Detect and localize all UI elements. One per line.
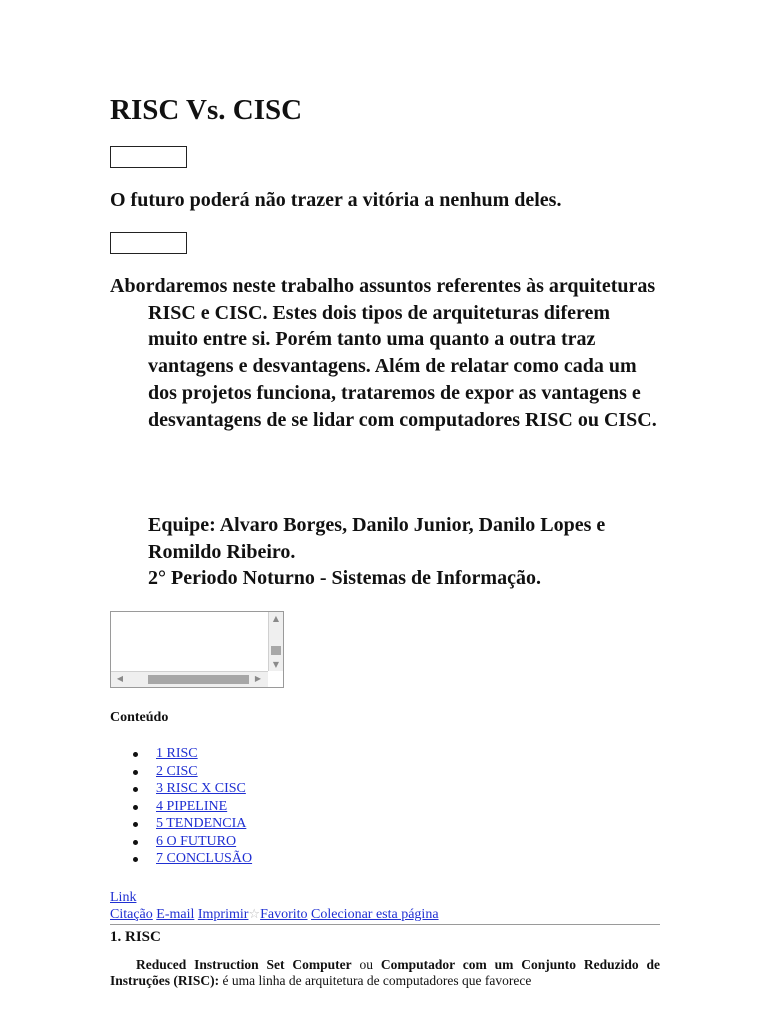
team-info <box>148 512 660 592</box>
citation-link[interactable]: Citação <box>110 907 153 922</box>
toc-link-conclusao[interactable]: 7 CONCLUSÃO <box>156 851 253 866</box>
toc-link-pipeline[interactable]: 4 PIPELINE <box>156 798 228 814</box>
document-subtitle: O futuro poderá não trazer a vitória a nenhum deles. <box>110 189 562 211</box>
vertical-scrollbar[interactable] <box>268 612 283 672</box>
toc-item <box>130 798 252 816</box>
toc-item <box>130 850 252 868</box>
toc-link-o-futuro[interactable]: 6 O FUTURO <box>156 833 237 849</box>
toc-item <box>130 763 252 781</box>
document-title: RISC Vs. CISC <box>110 94 303 126</box>
toc-link-cisc[interactable]: 2 CISC <box>156 763 198 779</box>
toc-link-tendencia[interactable]: 5 TENDENCIA <box>156 816 247 831</box>
page-actions <box>110 906 439 924</box>
scroll-corner <box>268 671 283 687</box>
collect-page-link[interactable]: Colecionar esta página <box>311 907 439 922</box>
print-link[interactable]: Imprimir <box>197 907 249 922</box>
abstract-paragraph: Abordaremos neste trabalho assuntos referentes às arquiteturas RISC e CISC. Estes dois tipos de arquiteturas diferem muito entre si. Porém tanto uma quanto a outra traz vantagens e desvantagens. Além de relatar como cada um dos projetos funciona, trataremos de expor as vantagens e desvantagens de se lidar com computadores RISC ou CISC. <box>110 275 657 431</box>
toc-item <box>130 815 252 833</box>
scrollable-frame[interactable] <box>110 611 284 688</box>
favorite-link[interactable]: Favorito <box>260 907 308 922</box>
toc-item <box>130 780 252 798</box>
vertical-scroll-thumb[interactable] <box>271 646 281 655</box>
toc-list <box>130 745 252 868</box>
risc-intro-paragraph <box>110 957 660 988</box>
section-heading-risc: 1. RISC <box>110 929 161 945</box>
risc-term-english: Reduced Instruction Set Computer <box>136 957 352 972</box>
risc-definition-text: é uma linha de arquitetura de computadores que favorece <box>219 972 532 988</box>
blank-box <box>110 146 187 168</box>
connector-text: ou <box>351 957 381 972</box>
toc-heading: Conteúdo <box>110 710 169 725</box>
arrow-up-icon[interactable]: ▲ <box>272 614 280 623</box>
toc-link-risc[interactable]: 1 RISC <box>156 746 198 761</box>
arrow-left-icon[interactable]: ◀ <box>116 674 124 683</box>
star-icon[interactable]: ☆ <box>248 907 261 922</box>
email-link[interactable]: E-mail <box>156 907 195 922</box>
blank-box <box>110 232 187 254</box>
risc-term-portuguese: Computador com um Conjunto Reduzido de Instruções (RISC): <box>110 957 660 988</box>
arrow-down-icon[interactable]: ▼ <box>272 660 280 669</box>
horizontal-scroll-thumb[interactable] <box>148 675 249 684</box>
course-info: 2° Periodo Noturno - Sistemas de Informação. <box>148 567 541 590</box>
team-members: Equipe: Alvaro Borges, Danilo Junior, Danilo Lopes e Romildo Ribeiro. <box>148 514 606 563</box>
toc-link-risc-x-cisc[interactable]: 3 RISC X CISC <box>156 781 246 796</box>
horizontal-scrollbar[interactable] <box>111 671 269 687</box>
toc-item <box>130 745 252 763</box>
divider <box>110 924 660 925</box>
link-link[interactable]: Link <box>110 890 137 905</box>
arrow-right-icon[interactable]: ▶ <box>254 674 262 683</box>
link-row <box>110 889 136 907</box>
toc-item <box>130 833 252 851</box>
